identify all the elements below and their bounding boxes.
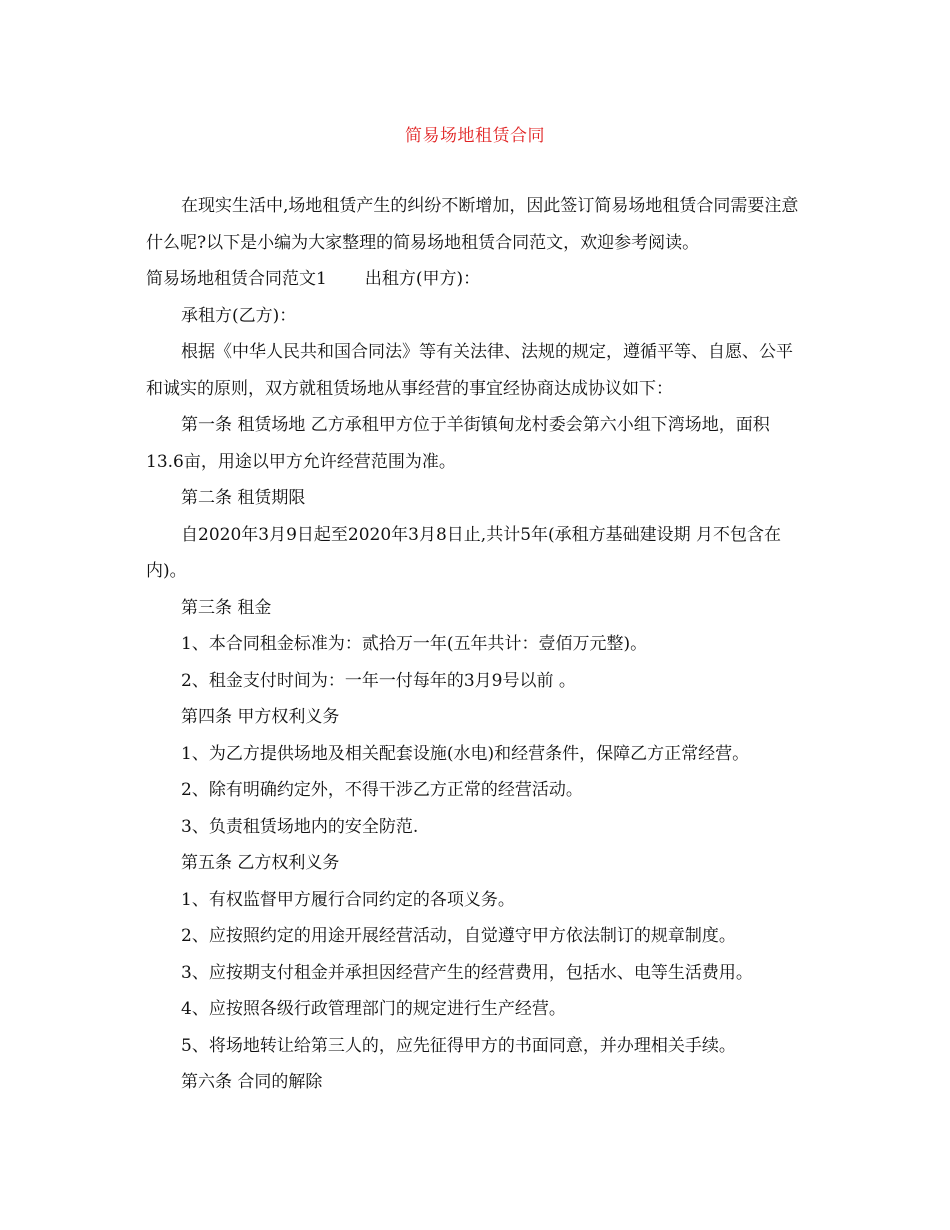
lessee-label: 承租方(乙方)：: [181, 305, 297, 326]
article-3-item-2: 2、租金支付时间为：一年一付每年的3月9号以前 。: [181, 670, 576, 691]
article-2-title: 第二条 租赁期限: [181, 488, 306, 508]
article-5-item-1: 1、有权监督甲方履行合同约定的各项义务。: [181, 889, 515, 910]
article-4-item-3: 3、负责租赁场地内的安全防范.: [181, 816, 419, 837]
basis-paragraph: 根据《中华人民共和国合同法》等有关法律、法规的规定，遵循平等、自愿、公平和诚实的原则，双方就租赁场地从事经营的事宜经协商达成协议如下：: [146, 342, 793, 399]
article-3-title: 第三条 租金: [181, 597, 272, 618]
article-5-item-4: 4、应按照各级行政管理部门的规定进行生产经营。: [181, 999, 566, 1019]
sample-heading: 简易场地租赁合同范文1: [146, 269, 327, 289]
document-body: [146, 188, 806, 1101]
article-5-item-2: 2、应按照约定的用途开展经营活动，自觉遵守甲方依法制订的规章制度。: [181, 926, 736, 946]
article-4-title: 第四条 甲方权利义务: [181, 707, 340, 727]
article-1: 第一条 租赁场地 乙方承租甲方位于羊街镇甸龙村委会第六小组下湾场地，面积13.6亩，用途以甲方允许经营范围为准。: [146, 415, 770, 472]
lessor-label: 出租方(甲方)：: [364, 269, 481, 289]
document-title: 简易场地租赁合同: [405, 126, 545, 146]
article-4-item-2: 2、除有明确约定外，不得干涉乙方正常的经营活动。: [181, 780, 583, 800]
article-3-item-1: 1、本合同租金标准为：贰拾万一年(五年共计：壹佰万元整)。: [181, 634, 648, 654]
intro-paragraph: 在现实生活中,场地租赁产生的纠纷不断增加，因此签订简易场地租赁合同需要注意什么呢?以下是小编为大家整理的简易场地租赁合同范文，欢迎参考阅读。: [146, 196, 799, 253]
article-4-item-1: 1、为乙方提供场地及相关配套设施(水电)和经营条件，保障乙方正常经营。: [181, 743, 750, 764]
article-2-text: 自2020年3月9日起至2020年3月8日止,共计5年(承租方基础建设期 月不包含在内)。: [146, 524, 782, 581]
sample-heading-line: [146, 261, 806, 298]
article-6-title: 第六条 合同的解除: [181, 1072, 323, 1092]
article-5-item-3: 3、应按期支付租金并承担因经营产生的经营费用，包括水、电等生活费用。: [181, 962, 753, 983]
article-5-item-5: 5、将场地转让给第三人的，应先征得甲方的书面同意，并办理相关手续。: [181, 1035, 736, 1056]
article-5-title: 第五条 乙方权利义务: [181, 853, 340, 873]
